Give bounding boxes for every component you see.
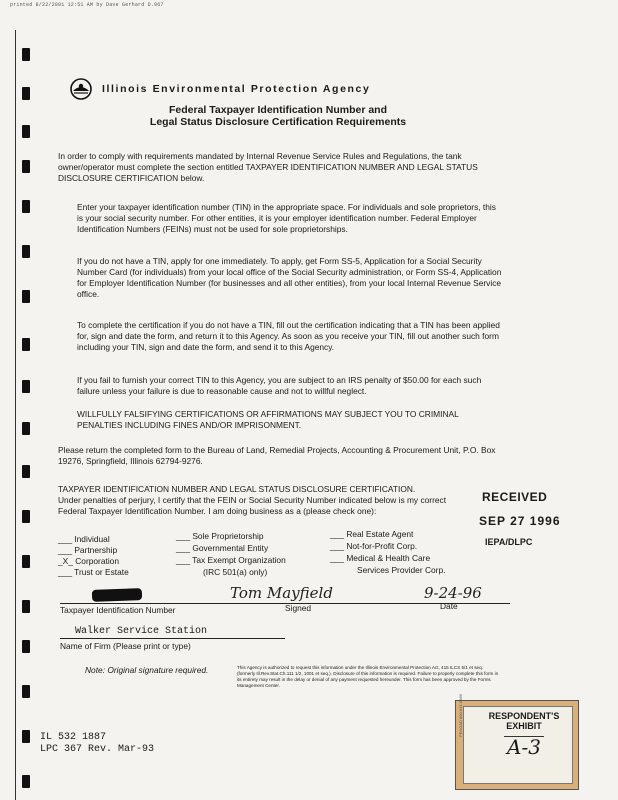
received-date-stamp: SEP 27 1996 (479, 514, 561, 528)
exhibit-number: A-3 (507, 735, 541, 759)
option-corporation[interactable]: _X_ Corporation (58, 556, 119, 566)
option-not-for-profit-corp[interactable]: ___ Not-for-Profit Corp. (330, 541, 418, 551)
iepa-logo-icon (70, 78, 92, 100)
punch-hole (22, 245, 30, 258)
punch-hole (22, 600, 30, 613)
punch-hole (22, 465, 30, 478)
option-individual[interactable]: ___ Individual (58, 534, 110, 544)
punch-hole (22, 775, 30, 788)
firm-name-label: Name of Firm (Please print or type) (60, 641, 191, 651)
punch-hole (22, 640, 30, 653)
option-medical-health-care[interactable]: ___ Medical & Health Care (330, 553, 431, 563)
signature-note: Note: Original signature required. (85, 665, 209, 675)
certification-heading: TAXPAYER IDENTIFICATION NUMBER AND LEGAL STATUS DISCLOSURE CERTIFICATION. (58, 484, 416, 494)
instruction-paragraph: If you fail to furnish your correct TIN to this Agency, you are subject to an IRS penalty of $50.00 for each such failure unless your failure is due to reasonable cause and not to willful neglect. (77, 375, 482, 396)
signed-label: Signed (285, 603, 312, 613)
date-label: Date (440, 601, 458, 611)
tin-label: Taxpayer Identification Number (60, 605, 176, 615)
fax-header: printed 8/22/2001 12:51 AM by Dave Gerhard D.967 (10, 2, 164, 8)
page-edge-line (15, 30, 16, 800)
instruction-paragraph: Enter your taxpayer identification number (TIN) in the appropriate space. For individuals and sole proprietors, this is your social security number. For other entities, it is your employer identification number. Federal Employer Identification Numbers (FEINs) must not be used for sole proprietorships. (77, 202, 496, 234)
punch-hole (22, 380, 30, 393)
punch-hole (22, 555, 30, 568)
exhibit-label (458, 694, 573, 784)
intro-paragraph: In order to comply with requirements mandated by Internal Revenue Service Rules and Regulations, the tank owner/operator must complete the section entitled TAXPAYER IDENTIFICATION NUMBER AND LEGAL STATUS DISCLOSURE CERTIFICATION below. (58, 151, 478, 183)
page-title (128, 104, 428, 128)
punch-hole (22, 290, 30, 303)
title-line-1: Federal Taxpayer Identification Number and (168, 104, 388, 116)
punch-hole (22, 125, 30, 138)
exhibit-sticker (455, 694, 579, 790)
punch-holes (22, 40, 38, 800)
instruction-paragraph: To complete the certification if you do not have a TIN, fill out the certification indicating that a TIN has been applied for, sign and date the form, and return it to this Agency. As soon as you receive your TIN, fill out another such form including your TIN, sign and date the form, and send it to this Agency. (77, 320, 500, 352)
form-id-line: LPC 367 Rev. Mar-93 (40, 744, 155, 755)
firm-name-field[interactable]: Walker Service Station (75, 626, 208, 637)
instruction-paragraph: If you do not have a TIN, apply for one immediately. To apply, get Form SS-5, Application for a Social Security Number Card (for individuals) from your local office of the Social Security administration, or Form SS-4, Application for Employer Identification Number (for businesses and all other entities), from your local Internal Revenue Service office. (77, 256, 502, 299)
option-real-estate-agent[interactable]: ___ Real Estate Agent (330, 529, 414, 539)
agency-header (70, 78, 470, 102)
agency-name: Illinois Environmental Protection Agency (102, 83, 371, 95)
title-line-2: Legal Status Disclosure Certification Requirements (149, 116, 407, 128)
received-stamp: RECEIVED (482, 490, 548, 504)
firm-name-underline (60, 638, 285, 639)
punch-hole (22, 730, 30, 743)
certification-text: Federal Taxpayer Identification Number. I am doing business as a (please check one): (58, 506, 377, 516)
certification-section (58, 484, 503, 517)
option-sole-proprietorship[interactable]: ___ Sole Proprietorship (176, 531, 264, 541)
checked-mark: _X_ (58, 556, 73, 566)
office-stamp: IEPA/DLPC (485, 537, 533, 547)
punch-hole (22, 160, 30, 173)
signature[interactable]: Tom Mayfield (230, 584, 333, 602)
punch-hole (22, 685, 30, 698)
signature-date[interactable]: 9-24-96 (424, 584, 482, 602)
option-governmental-entity[interactable]: ___ Governmental Entity (176, 543, 269, 553)
redacted-tin (92, 588, 142, 602)
warning-paragraph: WILLFULLY FALSIFYING CERTIFICATIONS OR AFFIRMATIONS MAY SUBJECT YOU TO CRIMINAL PENALTIES INCLUDING FINES AND/OR IMPRISONMENT. (77, 409, 459, 430)
punch-hole (22, 200, 30, 213)
option-partnership[interactable]: ___ Partnership (58, 545, 118, 555)
option-medical-health-care-note: Services Provider Corp. (357, 565, 446, 575)
return-instructions: Please return the completed form to the Bureau of Land, Remedial Projects, Accounting & Procurement Unit, P.O. Box 19276, Springfield, Illinois 62794-9276. (58, 445, 496, 466)
form-id (40, 732, 154, 756)
option-trust-or-estate[interactable]: ___ Trust or Estate (58, 567, 129, 577)
exhibit-vendor: PENGAD 800-631-6989 (458, 694, 463, 737)
certification-text: Under penalties of perjury, I certify that the FEIN or Social Security Number indicated below is my correct (58, 495, 447, 505)
punch-hole (22, 422, 30, 435)
punch-hole (22, 510, 30, 523)
punch-hole (22, 338, 30, 351)
punch-hole (22, 48, 30, 61)
exhibit-title: RESPONDENT'S EXHIBIT (488, 711, 560, 731)
punch-hole (22, 87, 30, 100)
option-tax-exempt-note: (IRC 501(a) only) (203, 567, 268, 577)
option-tax-exempt-organization[interactable]: ___ Tax Exempt Organization (176, 555, 286, 565)
authority-note: This Agency is authorized to request this information under the Illinois Environmental Protection Act, 415 ILCS 5/1 et seq. (formerly Ill.Rev.Stat.Ch.111 1/2, 1001 et seq.). Disclosure of this information is required. Failure to properly complete this form in its entirety may result in the delay or denial of any payment requested hereunder. This form has been approved by the Forms Management Center. (237, 665, 499, 688)
form-id-line: IL 532 1887 (40, 732, 107, 743)
